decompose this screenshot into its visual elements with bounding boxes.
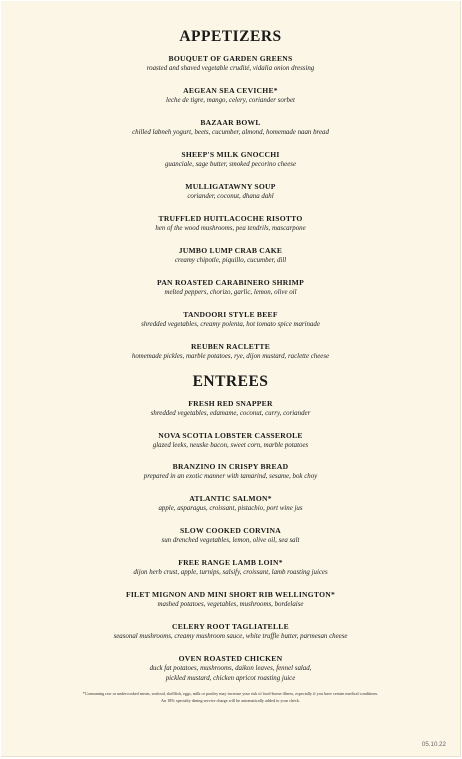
menu-item (1, 342, 460, 362)
item-description: roasted and shaved vegetable crudité, vidalia onion dressing (146, 65, 315, 72)
item-description: sun drenched vegetables, lemon, olive oil, sea salt (161, 537, 300, 544)
item-name: REUBEN RACLETTE (190, 342, 271, 351)
menu-item (1, 182, 460, 202)
item-description: melted peppers, chorizo, garlic, lemon, olive oil (164, 289, 297, 296)
item-name: CELERY ROOT TAGLIATELLE (172, 622, 289, 631)
allergy-disclaimer: *Consuming raw or undercooked meats, seafood, shellfish, eggs, milk or poultry may increase your risk of food-borne illness, especially if you have certain medical conditions. (82, 691, 379, 696)
menu-item (1, 310, 460, 330)
item-description: creamy chipotle, piquillo, cucumber, dill (174, 257, 287, 264)
menu-date: 05.10.22 (421, 741, 446, 748)
menu-item (1, 399, 460, 419)
item-description: dijon herb crust, apple, turnips, salsify, croissant, lamb roasting juices (133, 569, 328, 576)
item-name: BRANZINO IN CRISPY BREAD (172, 462, 289, 471)
menu-item (1, 214, 460, 234)
item-name: BAZAAR BOWL (200, 118, 261, 127)
item-name: FREE RANGE LAMB LOIN* (178, 558, 283, 567)
menu-item (1, 590, 460, 610)
menu-item (1, 526, 460, 546)
item-name: MULLIGATAWNY SOUP (185, 182, 276, 191)
footnote (1, 690, 460, 704)
menu-item (1, 150, 460, 170)
item-name: JUMBO LUMP CRAB CAKE (178, 246, 283, 255)
item-description: glazed leeks, neuske bacon, sweet corn, marble potatoes (152, 442, 309, 449)
menu-item (1, 86, 460, 106)
item-name: FILET MIGNON AND MINI SHORT RIB WELLINGTON* (125, 590, 336, 599)
service-charge-note: An 18% specialty dining service charge will be automatically added to your check. (161, 698, 300, 703)
item-description: coriander, coconut, dhana dahl (187, 193, 274, 200)
menu-item (1, 54, 460, 74)
item-name: BOUQUET OF GARDEN GREENS (168, 54, 293, 63)
appetizers-heading: APPETIZERS (179, 28, 282, 45)
item-description: seasonal mushrooms, creamy mushroom sauce, white truffle butter, parmesan cheese (113, 633, 348, 640)
item-description: guanciale, sage butter, smoked pecorino cheese (164, 161, 297, 168)
item-name: AEGEAN SEA CEVICHE* (183, 86, 278, 95)
item-name: TRUFFLED HUITLACOCHE RISOTTO (158, 214, 303, 223)
menu-item (1, 622, 460, 642)
item-description: leche de tigre, mango, celery, coriander sorbet (166, 97, 295, 104)
item-description: shredded vegetables, creamy polenta, hot tomato spice marinade (141, 321, 320, 328)
menu-page (1, 1, 461, 757)
item-name: FRESH RED SNAPPER (188, 399, 273, 408)
entrees-heading: ENTREES (192, 373, 269, 390)
menu-item (1, 246, 460, 266)
item-name: NOVA SCOTIA LOBSTER CASSEROLE (158, 431, 303, 440)
item-description: homemade pickles, marble potatoes, rye, dijon mustard, raclette cheese (131, 353, 330, 360)
item-name: SHEEP'S MILK GNOCCHI (181, 150, 280, 159)
item-name: PAN ROASTED CARABINERO SHRIMP (157, 278, 304, 287)
menu-item (1, 462, 460, 482)
item-description: apple, asparagus, croissant, pistachio, port wine jus (158, 505, 303, 512)
item-name: TANDOORI STYLE BEEF (183, 310, 278, 319)
item-description: mashed potatoes, vegetables, mushrooms, bordelaise (157, 601, 304, 608)
menu-item (1, 431, 460, 451)
menu-item (1, 558, 460, 578)
item-name: ATLANTIC SALMON* (189, 494, 272, 503)
menu-item (1, 278, 460, 298)
item-description: duck fat potatoes, mushrooms, daikon leaves, fennel salad, (149, 665, 312, 672)
item-name: OVEN ROASTED CHICKEN (178, 654, 283, 663)
menu-item (1, 118, 460, 138)
item-name: SLOW COOKED CORVINA (180, 526, 281, 535)
item-description: hen of the wood mushrooms, pea tendrils, mascarpone (155, 225, 306, 232)
menu-item (1, 494, 460, 514)
menu-item (1, 654, 460, 684)
item-description: chilled labneh yogurt, beets, cucumber, almond, homemade naan bread (132, 129, 329, 136)
item-description-line2: pickled mustard, chicken apricot roasting juice (165, 675, 296, 682)
item-description: prepared in an exotic manner with tamarind, sesame, bok choy (143, 473, 318, 480)
item-description: shredded vegetables, edamame, coconut, curry, coriander (150, 410, 311, 417)
